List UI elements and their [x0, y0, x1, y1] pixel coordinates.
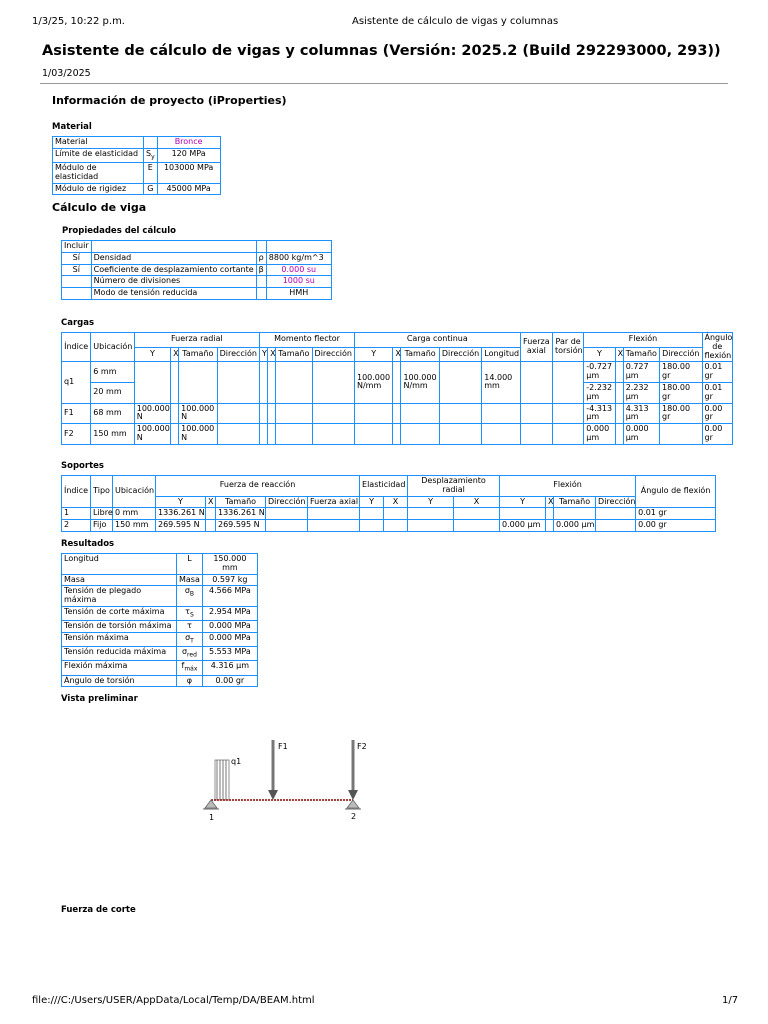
distributed-load-q1 — [215, 760, 229, 800]
material-value: Bronce — [157, 137, 220, 149]
beam-calc-heading: Cálculo de viga — [52, 201, 147, 214]
table-row: Tensión de plegado máxima $\sigma_B$ 4.566 MPa — [62, 586, 258, 607]
document-title: Asistente de cálculo de vigas y columnas (Versión: 2025.2 (Build 292293000, 293)) — [42, 43, 721, 59]
table-row: Límite de elasticidad $S_y$ 120 MPa — [53, 148, 221, 162]
table-row: Índice Tipo Ubicación Fuerza de reacción Elasticidad Desplazamiento radial Flexión Ángulo de flexión — [62, 476, 716, 497]
table-row: F1 68 mm 100.000 N 100.000 N -4.313 µm 4.313 µm 180.00 gr 0.00 gr — [62, 403, 733, 424]
table-row — [53, 137, 221, 149]
table-row: F2 150 mm 100.000 N 100.000 N 0.000 µm 0.000 µm 0.00 gr — [62, 424, 733, 445]
density-label: Densidad — [91, 252, 256, 264]
support-1-icon — [203, 800, 219, 809]
print-page-number: 1/7 — [722, 995, 739, 1006]
loads-table — [61, 332, 733, 445]
divisions-label: Número de divisiones — [91, 276, 256, 288]
f2-label: F2 — [357, 742, 367, 751]
table-row — [53, 162, 221, 183]
results-table — [61, 553, 258, 687]
shear-modulus-label: Módulo de rigidez — [53, 183, 144, 195]
mass-value: 0.597 kg — [202, 574, 257, 586]
table-row: Y X Tamaño Dirección Fuerza axial Y X Y X Y X Tamaño Dirección — [62, 496, 716, 508]
include-header: Incluir — [62, 241, 92, 253]
force-f1-arrow — [268, 740, 278, 800]
print-file-path: file:///C:/Users/USER/AppData/Local/Temp/DA/BEAM.html — [32, 995, 315, 1006]
length-value: 150.000 mm — [202, 554, 257, 575]
material-table — [52, 136, 221, 195]
f1-label: F1 — [278, 742, 288, 751]
load-f1-index: F1 — [62, 403, 91, 424]
table-row — [62, 276, 332, 288]
shear-coef-label: Coeficiente de desplazamiento cortante — [91, 264, 256, 276]
table-row: Tensión de torsión máxima τ 0.000 MPa — [62, 621, 258, 633]
table-row: q1 6 mm 100.000 N/mm 100.000 N/mm 14.000 mm -0.727 µm 0.727 µm 180.00 gr 0.01 gr — [62, 362, 733, 383]
shear-modulus-value: 45000 MPa — [157, 183, 220, 195]
preview-heading: Vista preliminar — [61, 694, 138, 704]
table-row: 20 mm -2.232 µm 2.232 µm 180.00 gr 0.01 gr — [62, 382, 733, 403]
elastic-modulus-label: Módulo de elasticidad — [53, 162, 144, 183]
table-row: Y X Tamaño Dirección Y X Tamaño Dirección Y X Tamaño Dirección Longitud Y X Tamaño Dirección — [62, 347, 733, 362]
loads-heading: Cargas — [61, 318, 95, 328]
table-row: Flexión máxima $f_{máx}$ 4.316 µm — [62, 661, 258, 675]
calc-props-table — [61, 240, 332, 300]
table-row: Sí Coeficiente de desplazamiento cortante β 0.000 su — [62, 264, 332, 276]
table-row: Longitud L 150.000 mm — [62, 554, 258, 575]
stress-mode-value: HMH — [266, 288, 331, 300]
results-heading: Resultados — [61, 539, 115, 549]
stress-mode-label: Modo de tensión reducida — [91, 288, 256, 300]
q1-label: q1 — [231, 757, 242, 766]
calc-props-heading: Propiedades del cálculo — [62, 226, 176, 236]
material-label: Material — [53, 137, 144, 149]
print-datetime: 1/3/25, 10:22 p.m. — [32, 16, 125, 27]
material-heading: Material — [52, 122, 92, 132]
beam-preview-diagram — [195, 730, 375, 826]
shear-coef-value: 0.000 su — [266, 264, 331, 276]
table-row: Tensión reducida máxima $\sigma_{red}$ 5.553 MPa — [62, 647, 258, 661]
table-row: Ángulo de torsión φ 0.00 gr — [62, 675, 258, 687]
document-date: 1/03/2025 — [42, 68, 91, 79]
supports-heading: Soportes — [61, 461, 104, 471]
elastic-modulus-value: 103000 MPa — [157, 162, 220, 183]
title-divider — [40, 83, 728, 84]
table-row: 1 Libre 0 mm 1336.261 N 1336.261 N 0.01 gr — [62, 508, 716, 520]
project-info-heading: Información de proyecto (iProperties) — [52, 94, 287, 107]
print-page-title: Asistente de cálculo de vigas y columnas — [352, 16, 559, 27]
table-row: Tensión máxima $\sigma_T$ 0.000 MPa — [62, 632, 258, 646]
support-2-icon — [345, 800, 361, 809]
divisions-value: 1000 su — [266, 276, 331, 288]
load-q1-index: q1 — [62, 362, 91, 403]
table-row — [62, 288, 332, 300]
support-1-label: 1 — [209, 813, 215, 822]
load-f2-index: F2 — [62, 424, 91, 445]
supports-table — [61, 475, 716, 532]
yield-label: Límite de elasticidad — [53, 148, 144, 162]
table-row — [62, 241, 332, 253]
table-row: Tensión de corte máxima $\tau_S$ 2.954 MPa — [62, 606, 258, 620]
table-row: Masa Masa 0.597 kg — [62, 574, 258, 586]
table-row: Índice Ubicación Fuerza radial Momento flector Carga continua Fuerza axial Par de torsión Flexión Ángulo de flexión — [62, 333, 733, 348]
yield-symbol: S — [146, 148, 152, 158]
table-row: Sí Densidad ρ 8800 kg/m^3 — [62, 252, 332, 264]
elastic-modulus-symbol: E — [144, 162, 158, 183]
mass-label: Masa — [62, 574, 177, 586]
yield-value: 120 MPa — [157, 148, 220, 162]
length-label: Longitud — [62, 554, 177, 575]
support-2-label: 2 — [351, 812, 357, 821]
table-row — [53, 183, 221, 195]
shear-modulus-symbol: G — [144, 183, 158, 195]
table-row: 2 Fijo 150 mm 269.595 N 269.595 N 0.000 µm 0.000 µm 0.00 gr — [62, 520, 716, 532]
density-value: 8800 kg/m^3 — [266, 252, 331, 264]
shear-force-heading: Fuerza de corte — [61, 905, 136, 915]
